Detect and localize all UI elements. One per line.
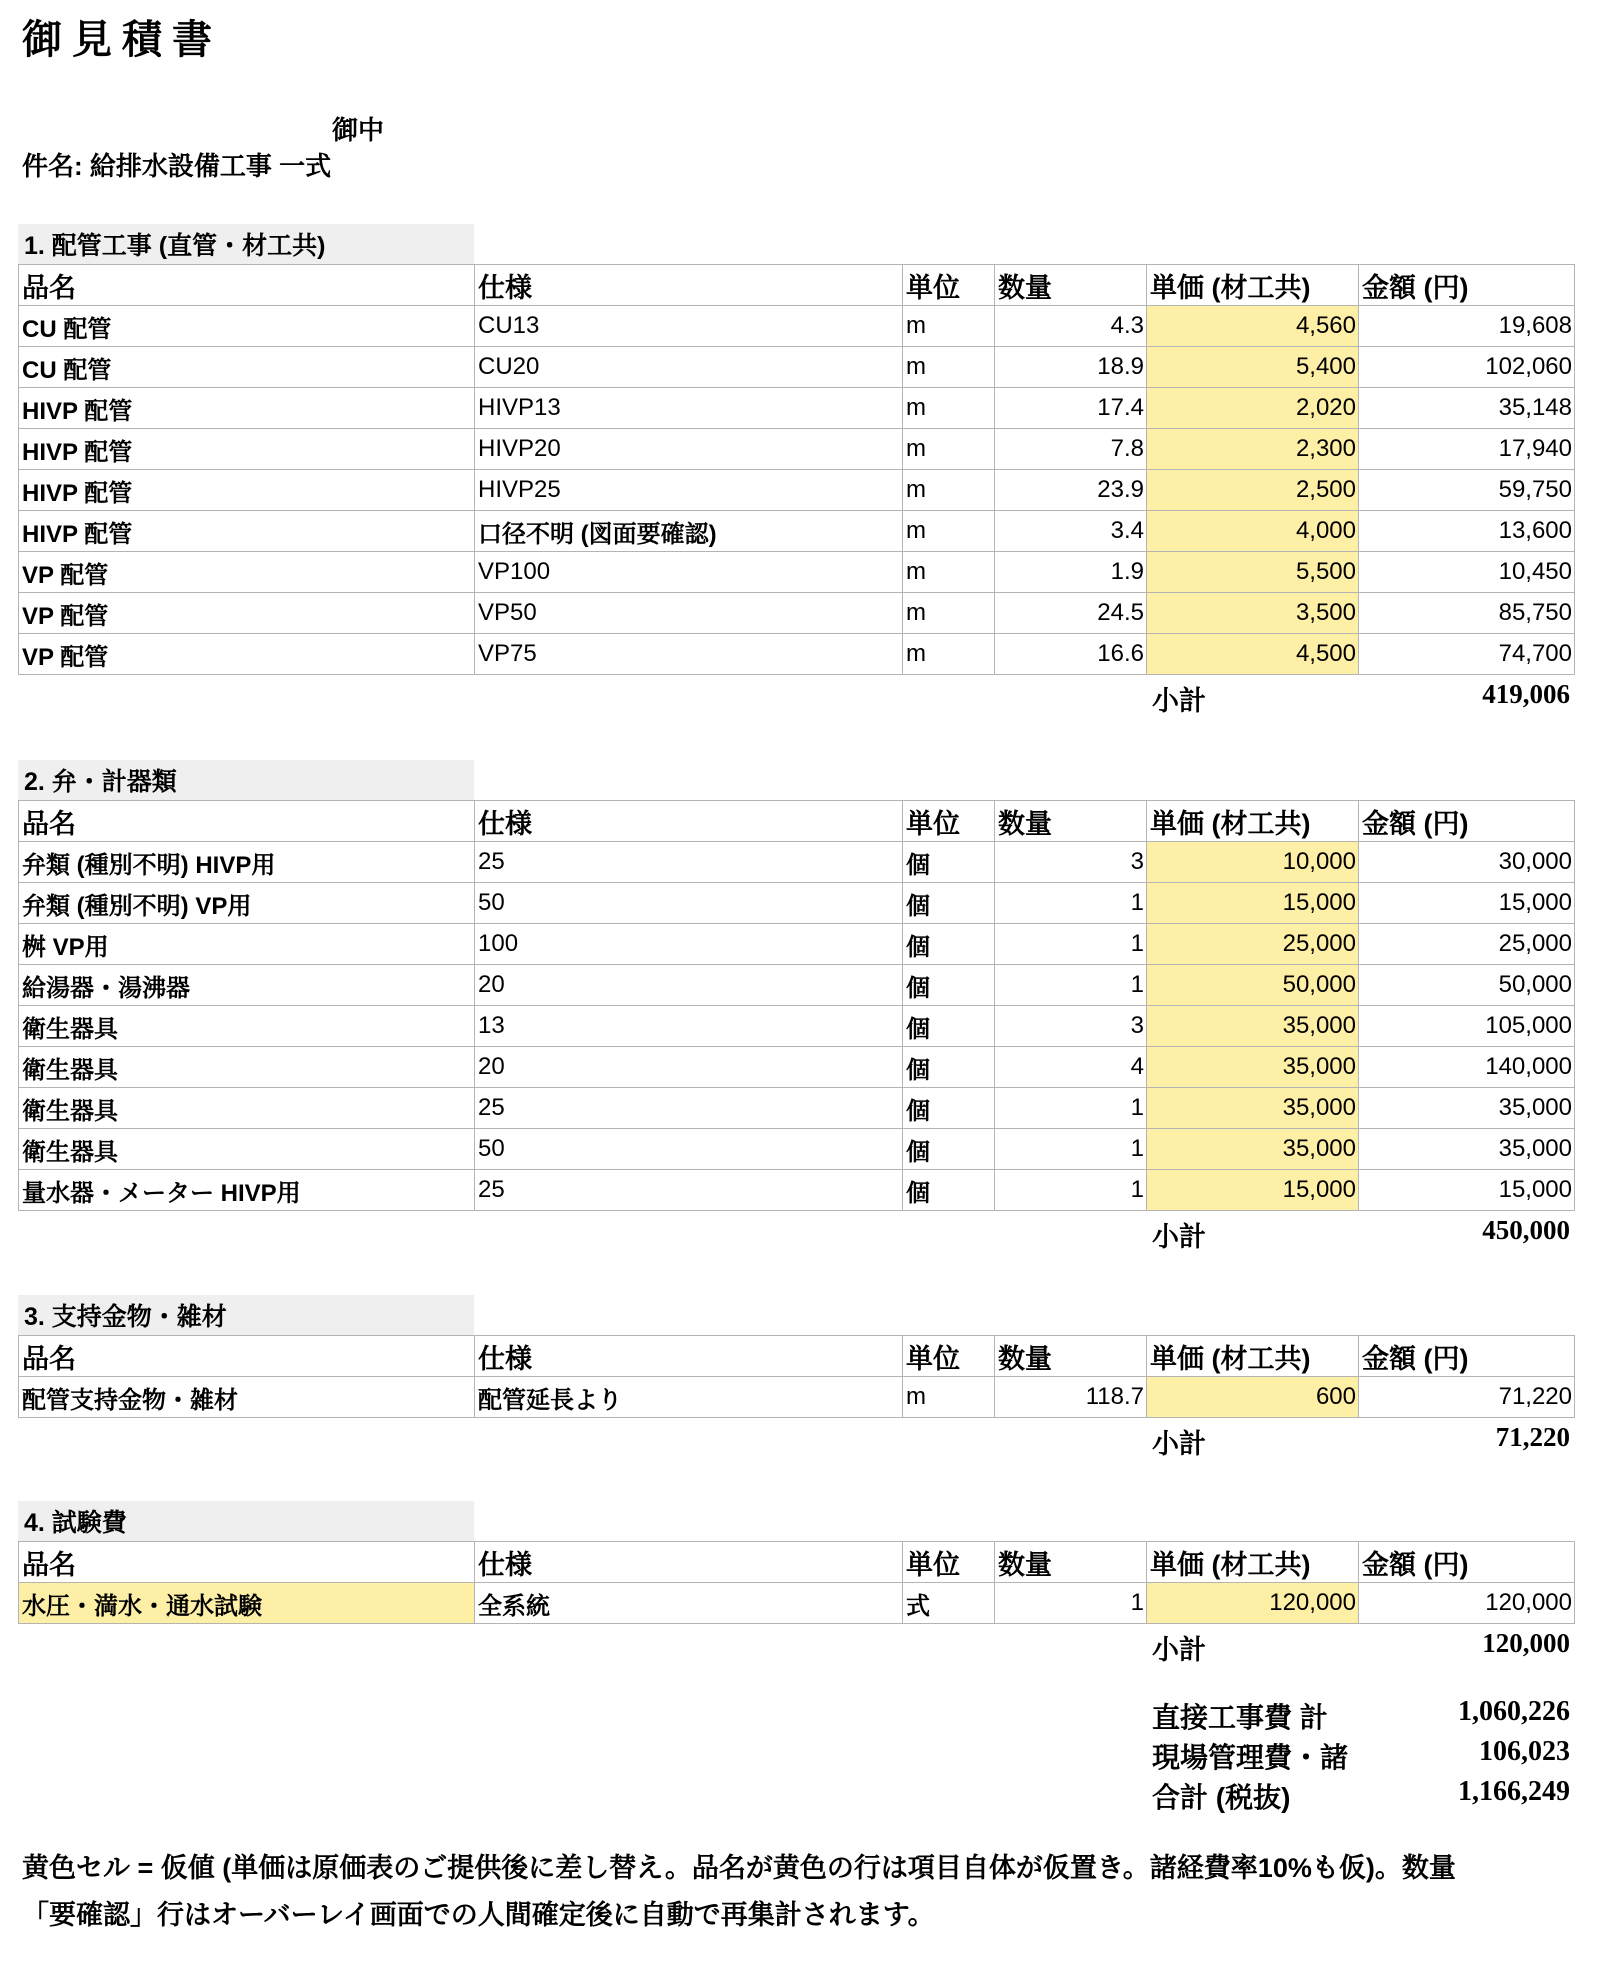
section-title: 2. 弁・計器類 [18, 760, 474, 800]
cell-amount[interactable]: 35,000 [1359, 1129, 1575, 1170]
cell-amount[interactable]: 50,000 [1359, 965, 1575, 1006]
site-management-row [1152, 1736, 1574, 1776]
column-header-spec: 仕様 [475, 1542, 903, 1583]
cell-name[interactable]: 給湯器・湯沸器 [19, 965, 475, 1006]
column-header-unit: 単位 [903, 801, 995, 842]
site-management-label: 現場管理費・諸 [1152, 1742, 1349, 1773]
subject-line: 件名: 給排水設備工事 一式 [22, 151, 332, 181]
table-header-row [19, 801, 1575, 842]
cell-amount[interactable]: 140,000 [1359, 1047, 1575, 1088]
cell-unit[interactable]: m [903, 347, 995, 388]
cell-spec[interactable]: 50 [475, 883, 903, 924]
column-header-spec: 仕様 [475, 1336, 903, 1377]
note-line-2: 「要確認」行はオーバーレイ画面での人間確定後に自動で再集計されます。 [22, 1900, 935, 1930]
cell-qty[interactable]: 118.7 [995, 1377, 1147, 1418]
cell-amount[interactable]: 19,608 [1359, 306, 1575, 347]
estimate-table [18, 800, 1575, 1211]
cell-qty[interactable]: 4 [995, 1047, 1147, 1088]
column-header-qty: 数量 [995, 265, 1147, 306]
table-row [19, 552, 1575, 593]
cell-price[interactable]: 35,000 [1147, 1088, 1359, 1129]
estimate-table [18, 264, 1575, 675]
cell-price[interactable]: 2,300 [1147, 429, 1359, 470]
cell-qty[interactable]: 17.4 [995, 388, 1147, 429]
table-row [19, 429, 1575, 470]
estimate-table [18, 1541, 1575, 1624]
column-header-price: 単価 (材工共) [1147, 1542, 1359, 1583]
section-title: 3. 支持金物・雑材 [18, 1295, 474, 1335]
cell-qty[interactable]: 1 [995, 965, 1147, 1006]
cell-name[interactable]: 衛生器具 [19, 1047, 475, 1088]
cell-name[interactable]: HIVP 配管 [19, 511, 475, 552]
cell-qty[interactable]: 1 [995, 1129, 1147, 1170]
cell-unit[interactable]: 個 [903, 1006, 995, 1047]
cell-price[interactable]: 4,500 [1147, 634, 1359, 675]
cell-name[interactable]: 弁類 (種別不明) VP用 [19, 883, 475, 924]
direct-cost-label: 直接工事費 計 [1152, 1702, 1328, 1733]
cell-spec[interactable]: 50 [475, 1129, 903, 1170]
cell-spec[interactable]: 20 [475, 965, 903, 1006]
cell-price[interactable]: 10,000 [1147, 842, 1359, 883]
table-row [19, 883, 1575, 924]
column-header-price: 単価 (材工共) [1147, 265, 1359, 306]
cell-spec[interactable]: HIVP25 [475, 470, 903, 511]
cell-name[interactable]: 弁類 (種別不明) HIVP用 [19, 842, 475, 883]
cell-amount[interactable]: 15,000 [1359, 1170, 1575, 1211]
cell-unit[interactable]: m [903, 593, 995, 634]
subtotal-value: 120,000 [1482, 1628, 1570, 1658]
cell-spec[interactable]: 25 [475, 1170, 903, 1211]
table-row [19, 1088, 1575, 1129]
total-label: 合計 (税抜) [1152, 1782, 1291, 1813]
subtotal-label: 小計 [1152, 1429, 1206, 1459]
direct-cost-value: 1,060,226 [1458, 1696, 1570, 1727]
cell-name[interactable]: 衛生器具 [19, 1129, 475, 1170]
cell-spec[interactable]: 13 [475, 1006, 903, 1047]
cell-price[interactable]: 4,000 [1147, 511, 1359, 552]
cell-price[interactable]: 2,020 [1147, 388, 1359, 429]
cell-unit[interactable]: 個 [903, 1088, 995, 1129]
column-header-amount: 金額 (円) [1359, 1336, 1575, 1377]
cell-amount[interactable]: 59,750 [1359, 470, 1575, 511]
cell-amount[interactable]: 74,700 [1359, 634, 1575, 675]
cell-spec[interactable]: HIVP20 [475, 429, 903, 470]
cell-qty[interactable]: 1.9 [995, 552, 1147, 593]
cell-spec[interactable]: 全系統 [475, 1583, 903, 1624]
cell-price[interactable]: 120,000 [1147, 1583, 1359, 1624]
cell-unit[interactable]: 個 [903, 924, 995, 965]
cell-price[interactable]: 35,000 [1147, 1047, 1359, 1088]
total-value: 1,166,249 [1458, 1776, 1570, 1807]
cell-amount[interactable]: 15,000 [1359, 883, 1575, 924]
table-row [19, 470, 1575, 511]
table-row [19, 842, 1575, 883]
column-header-qty: 数量 [995, 1336, 1147, 1377]
cell-name[interactable]: 衛生器具 [19, 1088, 475, 1129]
cell-price[interactable]: 35,000 [1147, 1129, 1359, 1170]
cell-amount[interactable]: 120,000 [1359, 1583, 1575, 1624]
cell-qty[interactable]: 4.3 [995, 306, 1147, 347]
cell-amount[interactable]: 17,940 [1359, 429, 1575, 470]
table-row [19, 1583, 1575, 1624]
cell-unit[interactable]: m [903, 634, 995, 675]
cell-name[interactable]: 量水器・メーター HIVP用 [19, 1170, 475, 1211]
cell-qty[interactable]: 16.6 [995, 634, 1147, 675]
cell-unit[interactable]: m [903, 552, 995, 593]
cell-unit[interactable]: m [903, 511, 995, 552]
cell-name[interactable]: 配管支持金物・雑材 [19, 1377, 475, 1418]
subtotal-label: 小計 [1152, 686, 1206, 716]
cell-qty[interactable]: 24.5 [995, 593, 1147, 634]
section-title: 1. 配管工事 (直管・材工共) [18, 224, 474, 264]
table-row [19, 924, 1575, 965]
estimate-section [18, 1295, 1574, 1462]
cell-unit[interactable]: 式 [903, 1583, 995, 1624]
client-suffix: 御中 [332, 115, 385, 145]
cell-amount[interactable]: 71,220 [1359, 1377, 1575, 1418]
cell-amount[interactable]: 35,000 [1359, 1088, 1575, 1129]
cell-name[interactable]: 衛生器具 [19, 1006, 475, 1047]
subtotal-row [18, 1418, 1574, 1462]
cell-qty[interactable]: 23.9 [995, 470, 1147, 511]
column-header-unit: 単位 [903, 1336, 995, 1377]
cell-amount[interactable]: 35,148 [1359, 388, 1575, 429]
cell-qty[interactable]: 1 [995, 1088, 1147, 1129]
subtotal-label: 小計 [1152, 1635, 1206, 1665]
column-header-spec: 仕様 [475, 801, 903, 842]
cell-name[interactable]: 水圧・満水・通水試験 [19, 1583, 475, 1624]
table-header-row [19, 1336, 1575, 1377]
column-header-price: 単価 (材工共) [1147, 801, 1359, 842]
table-row [19, 965, 1575, 1006]
total-row [1152, 1776, 1574, 1816]
cell-qty[interactable]: 3.4 [995, 511, 1147, 552]
cell-unit[interactable]: 個 [903, 1170, 995, 1211]
table-row [19, 388, 1575, 429]
cell-unit[interactable]: 個 [903, 965, 995, 1006]
cell-price[interactable]: 50,000 [1147, 965, 1359, 1006]
cell-spec[interactable]: 20 [475, 1047, 903, 1088]
cell-qty[interactable]: 1 [995, 883, 1147, 924]
column-header-name: 品名 [19, 1336, 475, 1377]
cell-price[interactable]: 15,000 [1147, 1170, 1359, 1211]
table-row [19, 593, 1575, 634]
cell-name[interactable]: VP 配管 [19, 593, 475, 634]
subtotal-row [18, 1624, 1574, 1668]
cell-amount[interactable]: 30,000 [1359, 842, 1575, 883]
cell-name[interactable]: HIVP 配管 [19, 470, 475, 511]
cell-amount[interactable]: 10,450 [1359, 552, 1575, 593]
cell-unit[interactable]: 個 [903, 883, 995, 924]
cell-spec[interactable]: 100 [475, 924, 903, 965]
subtotal-label: 小計 [1152, 1222, 1206, 1252]
table-header-row [19, 1542, 1575, 1583]
cell-spec[interactable]: 25 [475, 842, 903, 883]
column-header-name: 品名 [19, 1542, 475, 1583]
cell-name[interactable]: CU 配管 [19, 347, 475, 388]
cell-spec[interactable]: VP100 [475, 552, 903, 593]
site-management-value: 106,023 [1479, 1736, 1570, 1767]
cell-name[interactable]: VP 配管 [19, 634, 475, 675]
cell-name[interactable]: 桝 VP用 [19, 924, 475, 965]
cell-qty[interactable]: 3 [995, 842, 1147, 883]
grand-totals [1152, 1696, 1574, 1816]
cell-name[interactable]: HIVP 配管 [19, 388, 475, 429]
table-row [19, 511, 1575, 552]
cell-qty[interactable]: 18.9 [995, 347, 1147, 388]
cell-spec[interactable]: HIVP13 [475, 388, 903, 429]
table-row [19, 1170, 1575, 1211]
column-header-amount: 金額 (円) [1359, 265, 1575, 306]
cell-qty[interactable]: 3 [995, 1006, 1147, 1047]
cell-price[interactable]: 600 [1147, 1377, 1359, 1418]
table-row [19, 1047, 1575, 1088]
cell-price[interactable]: 15,000 [1147, 883, 1359, 924]
cell-qty[interactable]: 1 [995, 1170, 1147, 1211]
subtotal-value: 419,006 [1482, 679, 1570, 709]
cell-name[interactable]: VP 配管 [19, 552, 475, 593]
table-row [19, 634, 1575, 675]
column-header-price: 単価 (材工共) [1147, 1336, 1359, 1377]
cell-price[interactable]: 3,500 [1147, 593, 1359, 634]
estimate-section [18, 224, 1574, 719]
cell-price[interactable]: 35,000 [1147, 1006, 1359, 1047]
cell-price[interactable]: 2,500 [1147, 470, 1359, 511]
cell-name[interactable]: HIVP 配管 [19, 429, 475, 470]
cell-unit[interactable]: m [903, 429, 995, 470]
cell-qty[interactable]: 7.8 [995, 429, 1147, 470]
column-header-name: 品名 [19, 801, 475, 842]
subtotal-value: 450,000 [1482, 1215, 1570, 1245]
column-header-spec: 仕様 [475, 265, 903, 306]
cell-price[interactable]: 25,000 [1147, 924, 1359, 965]
column-header-amount: 金額 (円) [1359, 1542, 1575, 1583]
document-title: 御見積書 [22, 18, 222, 62]
column-header-qty: 数量 [995, 801, 1147, 842]
column-header-qty: 数量 [995, 1542, 1147, 1583]
table-row [19, 1129, 1575, 1170]
cell-amount[interactable]: 25,000 [1359, 924, 1575, 965]
subtotal-row [18, 675, 1574, 719]
cell-spec[interactable]: CU20 [475, 347, 903, 388]
table-header-row [19, 265, 1575, 306]
estimate-table [18, 1335, 1575, 1418]
estimate-section [18, 760, 1574, 1255]
column-header-amount: 金額 (円) [1359, 801, 1575, 842]
cell-amount[interactable]: 102,060 [1359, 347, 1575, 388]
column-header-unit: 単位 [903, 1542, 995, 1583]
cell-price[interactable]: 5,400 [1147, 347, 1359, 388]
cell-amount[interactable]: 105,000 [1359, 1006, 1575, 1047]
column-header-name: 品名 [19, 265, 475, 306]
cell-unit[interactable]: m [903, 1377, 995, 1418]
cell-amount[interactable]: 85,750 [1359, 593, 1575, 634]
cell-spec[interactable]: CU13 [475, 306, 903, 347]
cell-price[interactable]: 4,560 [1147, 306, 1359, 347]
estimate-section [18, 1501, 1574, 1668]
table-row [19, 1006, 1575, 1047]
cell-qty[interactable]: 1 [995, 1583, 1147, 1624]
cell-spec[interactable]: 25 [475, 1088, 903, 1129]
column-header-unit: 単位 [903, 265, 995, 306]
note-line-1: 黄色セル = 仮値 (単価は原価表のご提供後に差し替え。品名が黄色の行は項目自体が仮置き。諸経費率10%も仮)。数量 [22, 1853, 1456, 1883]
cell-qty[interactable]: 1 [995, 924, 1147, 965]
subtotal-value: 71,220 [1495, 1422, 1570, 1452]
cell-unit[interactable]: 個 [903, 842, 995, 883]
cell-spec[interactable]: 配管延長より [475, 1377, 903, 1418]
cell-unit[interactable]: 個 [903, 1047, 995, 1088]
cell-unit[interactable]: m [903, 388, 995, 429]
cell-price[interactable]: 5,500 [1147, 552, 1359, 593]
cell-spec[interactable]: VP50 [475, 593, 903, 634]
subtotal-row [18, 1211, 1574, 1255]
cell-unit[interactable]: m [903, 306, 995, 347]
cell-unit[interactable]: 個 [903, 1129, 995, 1170]
table-row [19, 306, 1575, 347]
cell-amount[interactable]: 13,600 [1359, 511, 1575, 552]
section-title: 4. 試験費 [18, 1501, 474, 1541]
table-row [19, 347, 1575, 388]
direct-cost-row [1152, 1696, 1574, 1736]
cell-spec[interactable]: 口径不明 (図面要確認) [475, 511, 903, 552]
cell-unit[interactable]: m [903, 470, 995, 511]
table-row [19, 1377, 1575, 1418]
cell-spec[interactable]: VP75 [475, 634, 903, 675]
cell-name[interactable]: CU 配管 [19, 306, 475, 347]
